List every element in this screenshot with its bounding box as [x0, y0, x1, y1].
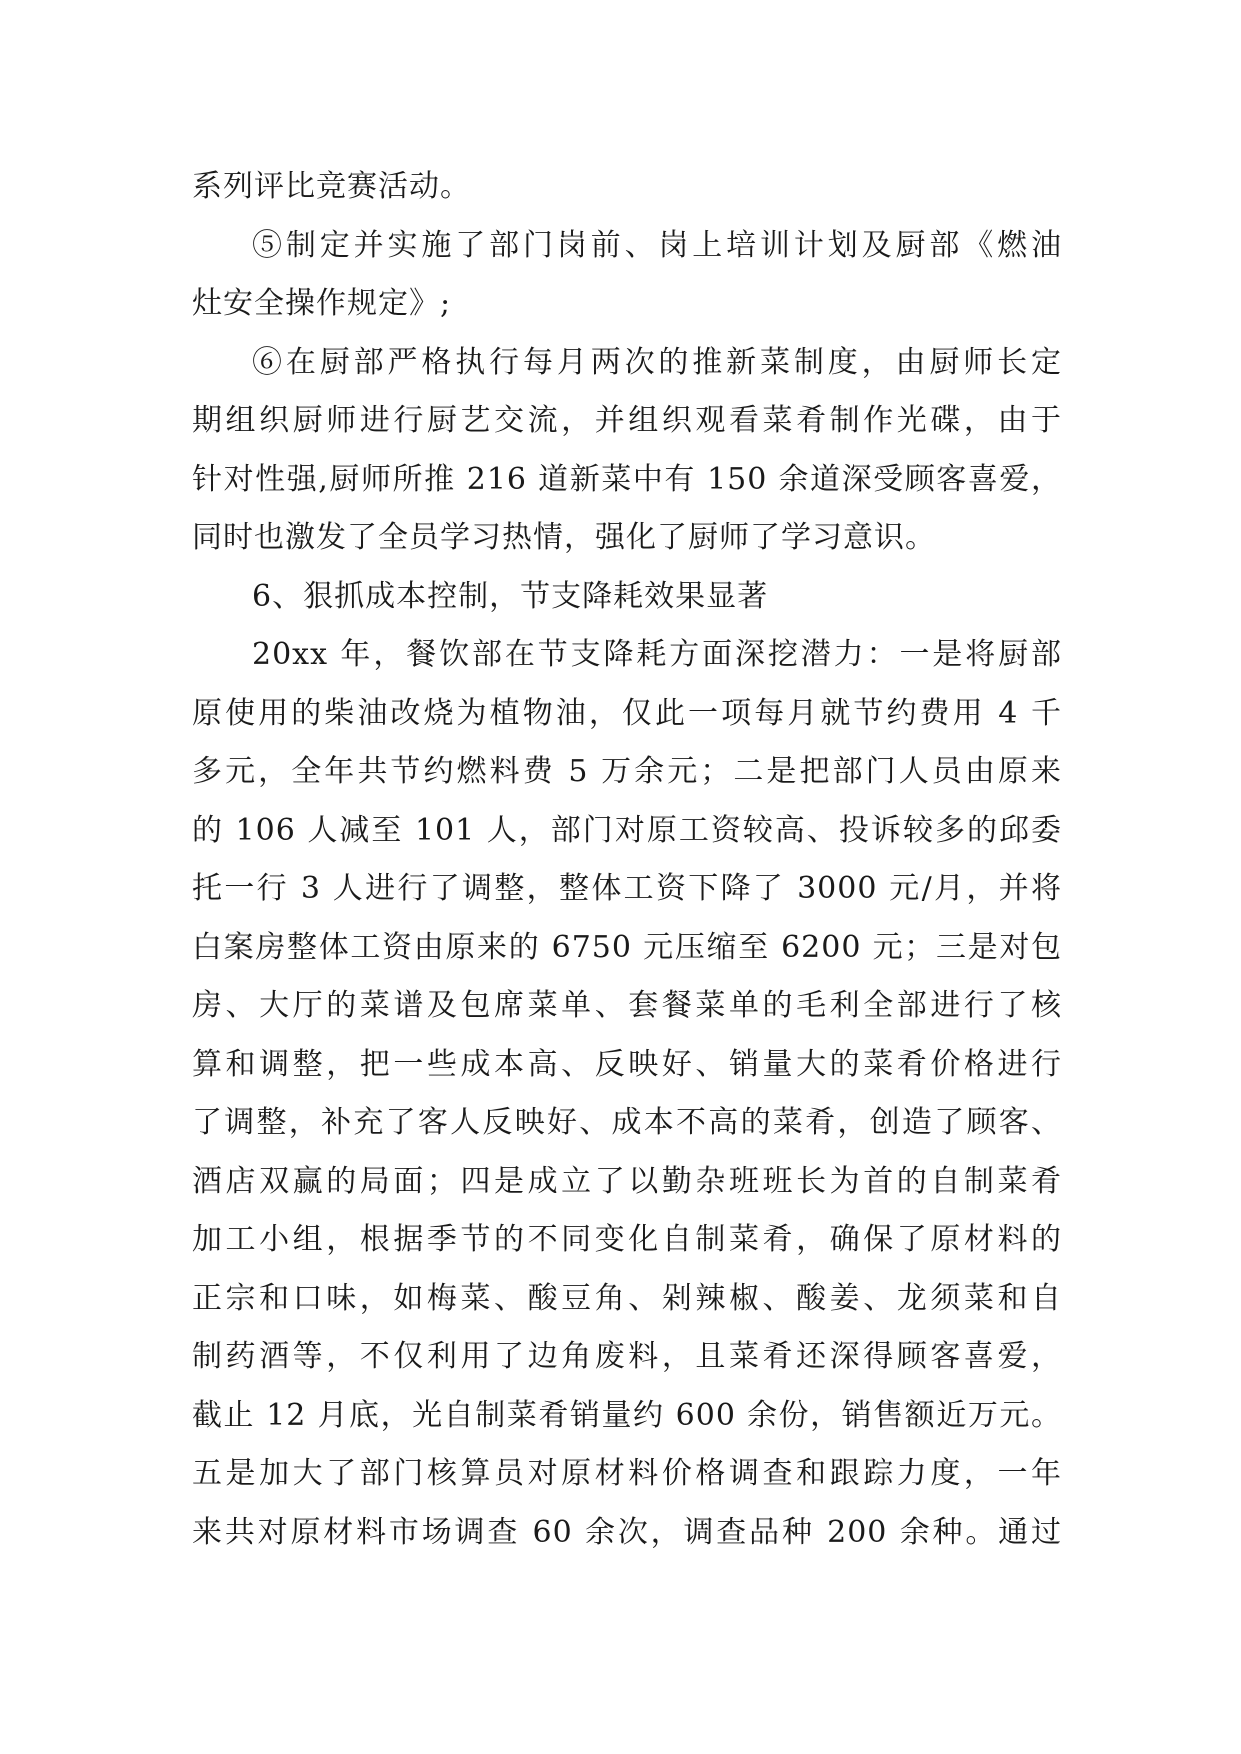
text-line: 针对性强,厨师所推 216 道新菜中有 150 余道深受顾客喜爱，: [192, 461, 1062, 497]
text-line: 截止 12 月底，光自制菜肴销量约 600 余份，销售额近万元。: [192, 1397, 1062, 1433]
text-line: 正宗和口味，如梅菜、酸豆角、剁辣椒、酸姜、龙须菜和自: [192, 1280, 1062, 1316]
text-line: ⑤制定并实施了部门岗前、岗上培训计划及厨部《燃油: [252, 227, 1062, 263]
text-line: 同时也激发了全员学习热情，强化了厨师了学习意识。: [192, 520, 936, 555]
document-page: [192, 158, 1062, 1562]
text-line: 酒店双赢的局面；四是成立了以勤杂班班长为首的自制菜肴: [192, 1163, 1062, 1199]
text-line: 了调整，补充了客人反映好、成本不高的菜肴，创造了顾客、: [192, 1105, 1062, 1140]
text-line: ⑥在厨部严格执行每月两次的推新菜制度，由厨师长定: [252, 344, 1062, 380]
text-line: 多元，全年共节约燃料费 5 万余元；二是把部门人员由原来: [192, 754, 1062, 789]
text-line: 期组织厨师进行厨艺交流，并组织观看菜肴制作光碟，由于: [192, 403, 1062, 438]
section-heading: 6、狠抓成本控制，节支降耗效果显著: [252, 578, 769, 614]
text-line: 算和调整，把一些成本高、反映好、销量大的菜肴价格进行: [192, 1046, 1062, 1082]
text-line: 的 106 人减至 101 人，部门对原工资较高、投诉较多的邱委: [192, 812, 1062, 848]
text-line: 托一行 3 人进行了调整，整体工资下降了 3000 元/月，并将: [192, 871, 1062, 906]
text-line: 五是加大了部门核算员对原材料价格调查和跟踪力度，一年: [192, 1456, 1062, 1491]
text-line: 系列评比竞赛活动。: [192, 169, 471, 204]
text-line: 加工小组，根据季节的不同变化自制菜肴，确保了原材料的: [192, 1222, 1062, 1257]
text-line: 灶安全操作规定》;: [192, 286, 452, 321]
text-line: 制药酒等，不仅利用了边角废料，且菜肴还深得顾客喜爱，: [192, 1339, 1062, 1374]
text-line: 来共对原材料市场调查 60 余次，调查品种 200 余种。通过: [192, 1514, 1062, 1550]
text-line: 20xx 年，餐饮部在节支降耗方面深挖潜力：一是将厨部: [252, 637, 1062, 672]
text-line: 房、大厅的菜谱及包席菜单、套餐菜单的毛利全部进行了核: [192, 988, 1062, 1023]
text-line: 原使用的柴油改烧为植物油，仅此一项每月就节约费用 4 千: [192, 695, 1062, 731]
text-line: 白案房整体工资由原来的 6750 元压缩至 6200 元；三是对包: [192, 929, 1062, 965]
